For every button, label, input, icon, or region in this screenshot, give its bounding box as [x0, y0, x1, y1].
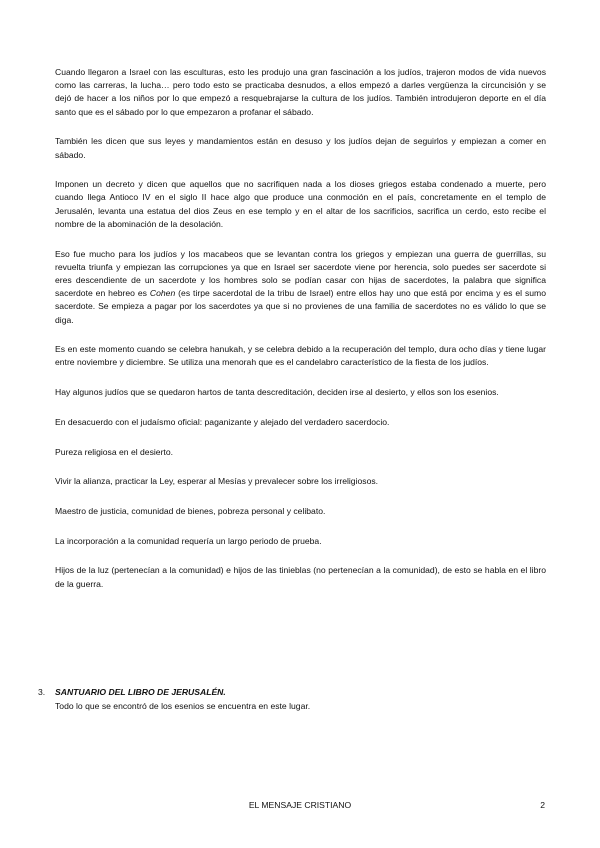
paragraph: Vivir la alianza, practicar la Ley, esperar al Mesías y prevalecer sobre los irreligiosos. — [55, 476, 379, 487]
paragraph: Eso fue mucho para los judíos y los macabeos que se levantan contra los griegos y empiezan una guerra de guerrillas, su revuelta triunfa y empiezan las corrupciones ya que en Israel ser sacerdote viene por herencia, solo puedes ser sacerdote si eres descendiente de un sacerdote y los hombres solo se podían casar con hijas de sacerdotes, la palabra que significa sacerdote en hebreo es Cohen (es tirpe sacerdotal de la tribu de Israel) entre ellos hay uno que está por encima y es el sumo sacerdote. Se empieza a pagar por los sacerdotes ya que si no provienes de una familia de sacerdotes no es válido lo que se diga. — [55, 248, 546, 325]
paragraph: Hay algunos judíos que se quedaron hartos de tanta descreditación, deciden irse al desierto, y ellos son los esenios. — [55, 387, 499, 398]
paragraph: Cuando llegaron a Israel con las esculturas, esto les produjo una gran fascinación a los judíos, trajeron modos de vida nuevos como las carreras, la lucha… pero todo esto se practicaba desnudos, a ellos empezó a darles vergüenza la circuncisión y se dejó de hacer a los niños por lo que empezó a resquebrajarse la cultura de los judíos. También introdujeron deporte en el día santo que es el sábado por lo que empezaron a profanar el sábado. — [55, 67, 546, 117]
paragraph: También les dicen que sus leyes y mandamientos están en desuso y los judíos dejan de seguirlos y empiezan a comer en sábado. — [55, 136, 546, 160]
footer-title: EL MENSAJE CRISTIANO — [248, 800, 352, 810]
section-body: Todo lo que se encontró de los esenios se encuentra en este lugar. — [55, 701, 311, 711]
section-number: 3. — [38, 687, 46, 697]
body-text — [55, 66, 546, 607]
italic-term: Cohen — [149, 288, 176, 299]
paragraph: Es en este momento cuando se celebra hanukah, y se celebra debido a la recuperación del templo, dura ocho días y tiene lugar entre noviembre y diciembre. Se utiliza una menorah que es el candelabro característico de la fiesta de los judíos. — [55, 344, 546, 368]
section-title: SANTUARIO DEL LIBRO DE JERUSALÉN. — [55, 687, 226, 697]
paragraph: Hijos de la luz (pertenecían a la comunidad) e hijos de las tinieblas (no pertenecían a la comunidad), de esto se habla en el libro de la guerra. — [55, 565, 546, 589]
paragraph: Pureza religiosa en el desierto. — [55, 446, 173, 457]
paragraph: La incorporación a la comunidad requería un largo periodo de prueba. — [55, 535, 322, 546]
paragraph: Imponen un decreto y dicen que aquellos que no sacrifiquen nada a los dioses griegos estaba condenado a muerte, pero cuando llega Antioco IV en el siglo II hace algo que produce una conmoción en el país, concretamente en el templo de Jerusalén, levanta una estatua del dios Zeus en ese templo y en el altar de los sacrificios, sacrifica un cerdo, esto recibe el nombre de la abominación de la desolación. — [55, 179, 546, 229]
paragraph: En desacuerdo con el judaísmo oficial: paganizante y alejado del verdadero sacerdocio. — [55, 416, 390, 427]
paragraph: Maestro de justicia, comunidad de bienes, pobreza personal y celibato. — [55, 505, 326, 516]
page-number: 2 — [540, 800, 545, 810]
